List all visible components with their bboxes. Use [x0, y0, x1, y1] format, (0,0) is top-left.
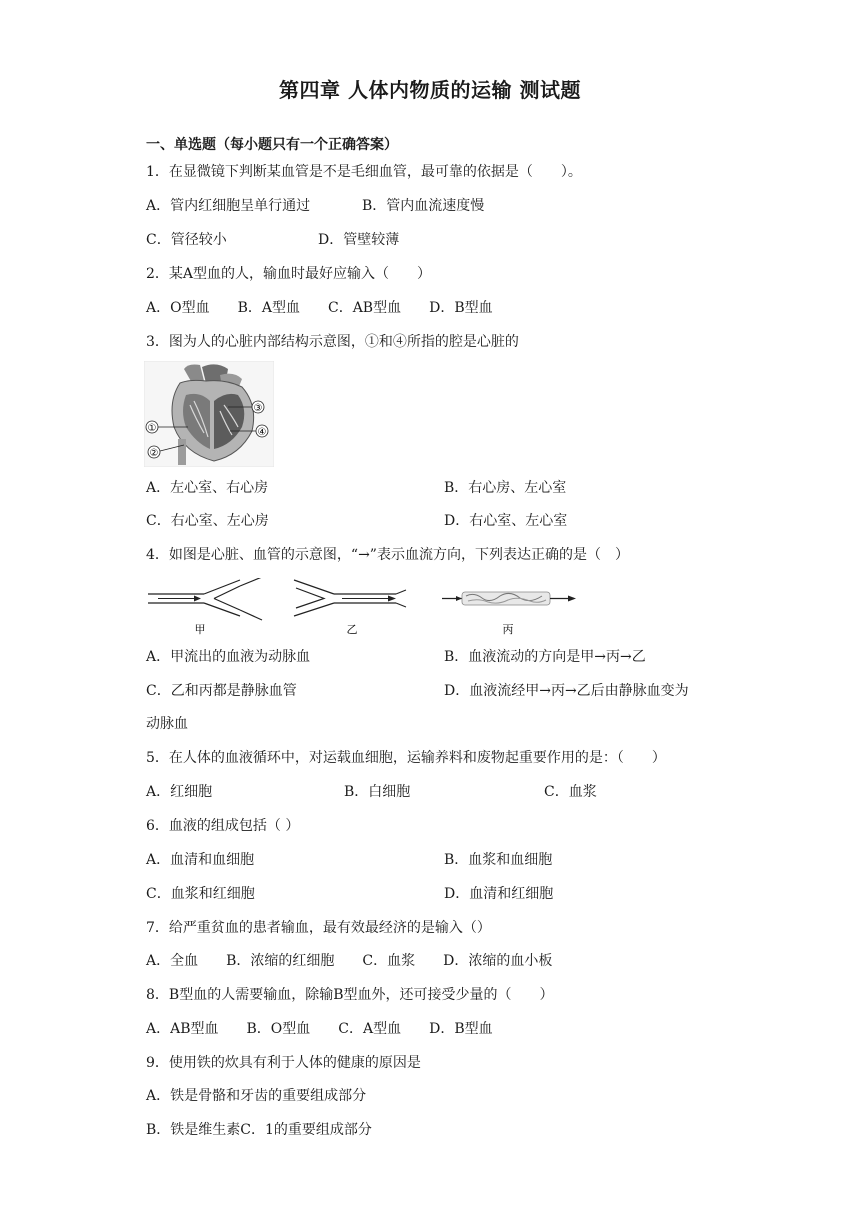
question-2-stem: 2．某A型血的人，输血时最好应输入（ ）	[146, 266, 432, 282]
question-6-option-c: C．血浆和红细胞	[146, 886, 255, 902]
question-1-option-a: A．管内红细胞呈单行通过	[146, 198, 311, 214]
question-3-option-b: B．右心房、左心室	[444, 480, 567, 496]
question-5-option-c: C．血浆	[544, 784, 597, 800]
question-4-option-b: B．血液流动的方向是甲→丙→乙	[444, 649, 646, 665]
question-4-option-d: D．血液流经甲→丙→乙后由静脉血变为	[444, 683, 689, 699]
heart-label-2: ②	[149, 448, 159, 459]
question-9-stem: 9．使用铁的炊具有利于人体的健康的原因是	[146, 1055, 421, 1071]
vessel-yi	[294, 580, 406, 616]
question-3-option-c: C．右心室、左心房	[146, 513, 269, 529]
section-heading: 一、单选题（每小题只有一个正确答案）	[146, 137, 398, 153]
vessel-bing	[442, 592, 576, 605]
question-8-options: A．AB型血 B．O型血 C．A型血 D．B型血	[146, 1021, 493, 1037]
page-title: 第四章 人体内物质的运输 测试题	[279, 78, 581, 102]
question-6-option-a: A．血清和血细胞	[146, 852, 255, 868]
figure-label-yi: 乙	[346, 623, 358, 636]
question-1-option-d: D．管壁较薄	[318, 232, 400, 248]
question-9-option-a: A．铁是骨骼和牙齿的重要组成部分	[146, 1088, 367, 1104]
question-2-options: A．O型血 B．A型血 C．AB型血 D．B型血	[146, 300, 493, 316]
question-1-option-b: B．管内血流速度慢	[362, 198, 485, 214]
question-3-option-d: D．右心室、左心室	[444, 513, 568, 529]
question-6-stem: 6．血液的组成包括（ ）	[146, 818, 300, 834]
question-4-option-a: A．甲流出的血液为动脉血	[146, 649, 311, 665]
question-5-stem: 5．在人体的血液循环中，对运载血细胞，运输养料和废物起重要作用的是：（ ）	[146, 750, 666, 766]
question-9-option-b: B．铁是维生素C．1的重要组成部分	[146, 1122, 372, 1138]
question-6-option-d: D．血清和红细胞	[444, 886, 554, 902]
question-5-option-b: B．白细胞	[344, 784, 411, 800]
figure-label-jia: 甲	[194, 623, 206, 636]
blood-vessel-figure	[144, 578, 594, 636]
question-3-option-a: A．左心室、右心房	[146, 480, 269, 496]
question-4-option-d-continued: 动脉血	[146, 716, 188, 732]
heart-label-3: ③	[253, 403, 263, 414]
heart-label-1: ①	[147, 423, 157, 434]
question-7-options: A．全血 B．浓缩的红细胞 C．血浆 D．浓缩的血小板	[146, 953, 553, 969]
question-3-stem: 3．图为人的心脏内部结构示意图，①和④所指的腔是心脏的	[146, 334, 519, 350]
heart-structure-figure	[144, 361, 274, 467]
heart-label-4: ④	[257, 427, 267, 438]
question-1-stem: 1．在显微镜下判断某血管是不是毛细血管，最可靠的依据是（ ）。	[146, 164, 582, 180]
vessel-jia	[148, 578, 262, 620]
question-5-option-a: A．红细胞	[146, 784, 213, 800]
question-7-stem: 7．给严重贫血的患者输血，最有效最经济的是输入（）	[146, 920, 491, 936]
question-4-stem: 4．如图是心脏、血管的示意图，“→”表示血流方向，下列表达正确的是（ ）	[146, 547, 629, 563]
question-1-option-c: C．管径较小	[146, 232, 227, 248]
question-8-stem: 8．B型血的人需要输血，除输B型血外，还可接受少量的（ ）	[146, 987, 554, 1003]
question-4-option-c: C．乙和丙都是静脉血管	[146, 683, 297, 699]
question-6-option-b: B．血浆和血细胞	[444, 852, 553, 868]
figure-label-bing: 丙	[502, 623, 514, 636]
